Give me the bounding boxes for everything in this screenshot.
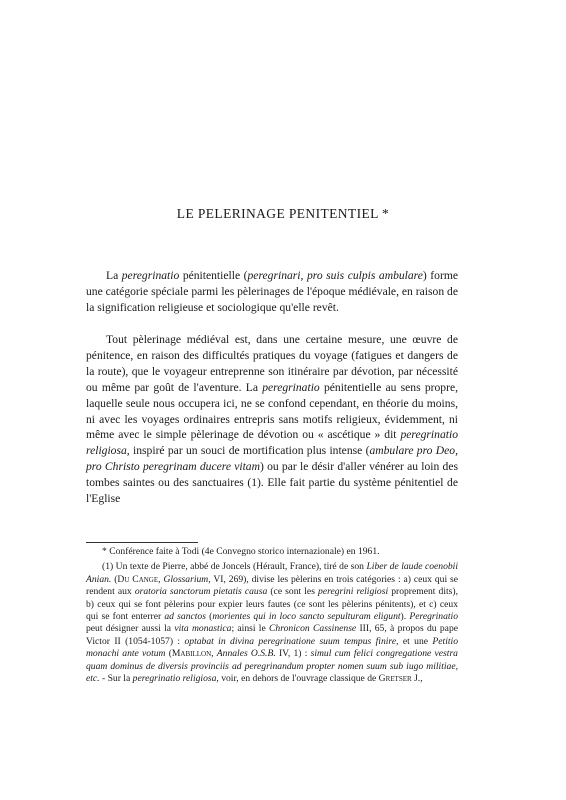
- italic-run: Annales O.S.B.: [216, 648, 276, 660]
- text-run: proprement dits), b) ceux qui se font pèlerins pour expier leurs fautes (ce sont les pèlerins pénitents), et c) ceux qui se font enterrer: [86, 586, 458, 623]
- italic-run: peregrini religiosi: [318, 586, 389, 598]
- italic-run: morientes qui in loco sancto sepulturam eligunt: [212, 611, 401, 623]
- italic-run: Glossarium,: [163, 573, 211, 585]
- text-run: (ce sont les: [267, 586, 319, 598]
- text-run: et une: [398, 635, 433, 647]
- text-run: ; ainsi le: [231, 623, 270, 635]
- footnote-star: * Conférence faite à Todi (4e Convegno storico internazionale) en 1961.: [102, 546, 380, 557]
- italic-run: simul cum felici congregatione vestra quam dominus de diversis provinciis ad peregrinandum propter nomen suum sub iugo militiae, etc.: [86, 648, 458, 685]
- text-run: ) ou par le désir d'aller vénérer au loin des tombes saintes ou des sanctuaires (1). Elle fait partie du système pénitentiel de l'Eglise: [86, 460, 458, 506]
- text-run: (: [205, 611, 213, 623]
- text-run: La: [106, 269, 122, 282]
- footnotes: [86, 546, 458, 685]
- smallcaps-run: Gretser: [378, 673, 412, 685]
- text-run: ).: [400, 611, 410, 623]
- text-run: voir, en dehors de l'ouvrage classique de: [218, 673, 379, 685]
- italic-run: peregrinari, pro suis culpis ambulare: [247, 269, 423, 282]
- text-run: Tout pèlerinage médiéval est, dans une certaine mesure, une œuvre de pénitence, en raison des difficultés pratiques du voyage (fatigues et dangers de la route), que le voyageur entreprenne son itinéraire par dévotion, par nécessité ou même par goût de l'aventure. La: [86, 333, 458, 394]
- footnote-1: [86, 561, 458, 685]
- text-run: ,: [158, 573, 164, 585]
- text-run: peut désigner aussi la: [86, 623, 175, 635]
- text-run: pénitentielle au sens propre, laquelle seule nous occupera ici, ne se confond cependant, en théorie du moins, ni avec les voyages ordinaires entrepris sans motifs religieux, évidemment, ni même avec le simple pèlerinage de dévotion ou « ascétique » dit: [86, 380, 458, 442]
- italic-run: ad sanctos: [164, 611, 206, 623]
- italic-run: peregrinatio religiosa,: [132, 673, 219, 685]
- italic-run: vita monastica: [174, 623, 232, 635]
- smallcaps-run: Du Cange: [117, 573, 159, 585]
- italic-run: oratoria sanctorum pietatis causa: [134, 586, 268, 598]
- text-run: (: [165, 648, 172, 660]
- text-run: (1) Un texte de Pierre, abbé de Joncels (Hérault, France), tiré de son: [102, 561, 367, 573]
- italic-run: peregrinatio religiosa,: [86, 428, 458, 458]
- text-run: ) forme une catégorie spéciale parmi les pèlerinages de l'époque médiévale, en raison de la signification religieuse et sociologique qu'elle revêt.: [86, 269, 458, 314]
- text-run: pénitentielle (: [179, 269, 248, 282]
- italic-run: optabat in divina peregrinatione suum tempus finire,: [184, 635, 399, 647]
- italic-run: peregrinatio: [121, 269, 180, 282]
- text-run: (: [111, 573, 118, 585]
- paragraph-2: [86, 332, 458, 507]
- article-title: LE PELERINAGE PENITENTIEL *: [176, 206, 390, 221]
- footnote-separator: [86, 542, 198, 543]
- text-run: VI, 269), divise les pèlerins en trois catégories : a) ceux qui se rendent aux: [86, 573, 458, 598]
- italic-run: Peregrinatio: [409, 611, 459, 623]
- text-run: J.,: [411, 673, 423, 685]
- italic-run: ambulare pro Deo, pro Christo peregrinam ducere vitam: [86, 444, 458, 474]
- text-run: inspiré par un souci de mortification plus intense (: [129, 444, 370, 458]
- paragraph-1: [86, 268, 458, 316]
- text-run: III, 65, à propos du pape Victor II (1054-1057) :: [86, 623, 458, 647]
- text-run: IV, 1) :: [275, 648, 311, 660]
- italic-run: Petitio monachi ante votum: [86, 635, 458, 660]
- italic-run: peregrinatio: [262, 380, 320, 394]
- smallcaps-run: Mabillon: [171, 648, 212, 660]
- italic-run: Liber de laude coenobii Anian.: [86, 561, 458, 585]
- text-run: ,: [211, 648, 217, 660]
- text-run: - Sur la: [99, 673, 133, 685]
- italic-run: Chronicon Cassinense: [269, 623, 357, 635]
